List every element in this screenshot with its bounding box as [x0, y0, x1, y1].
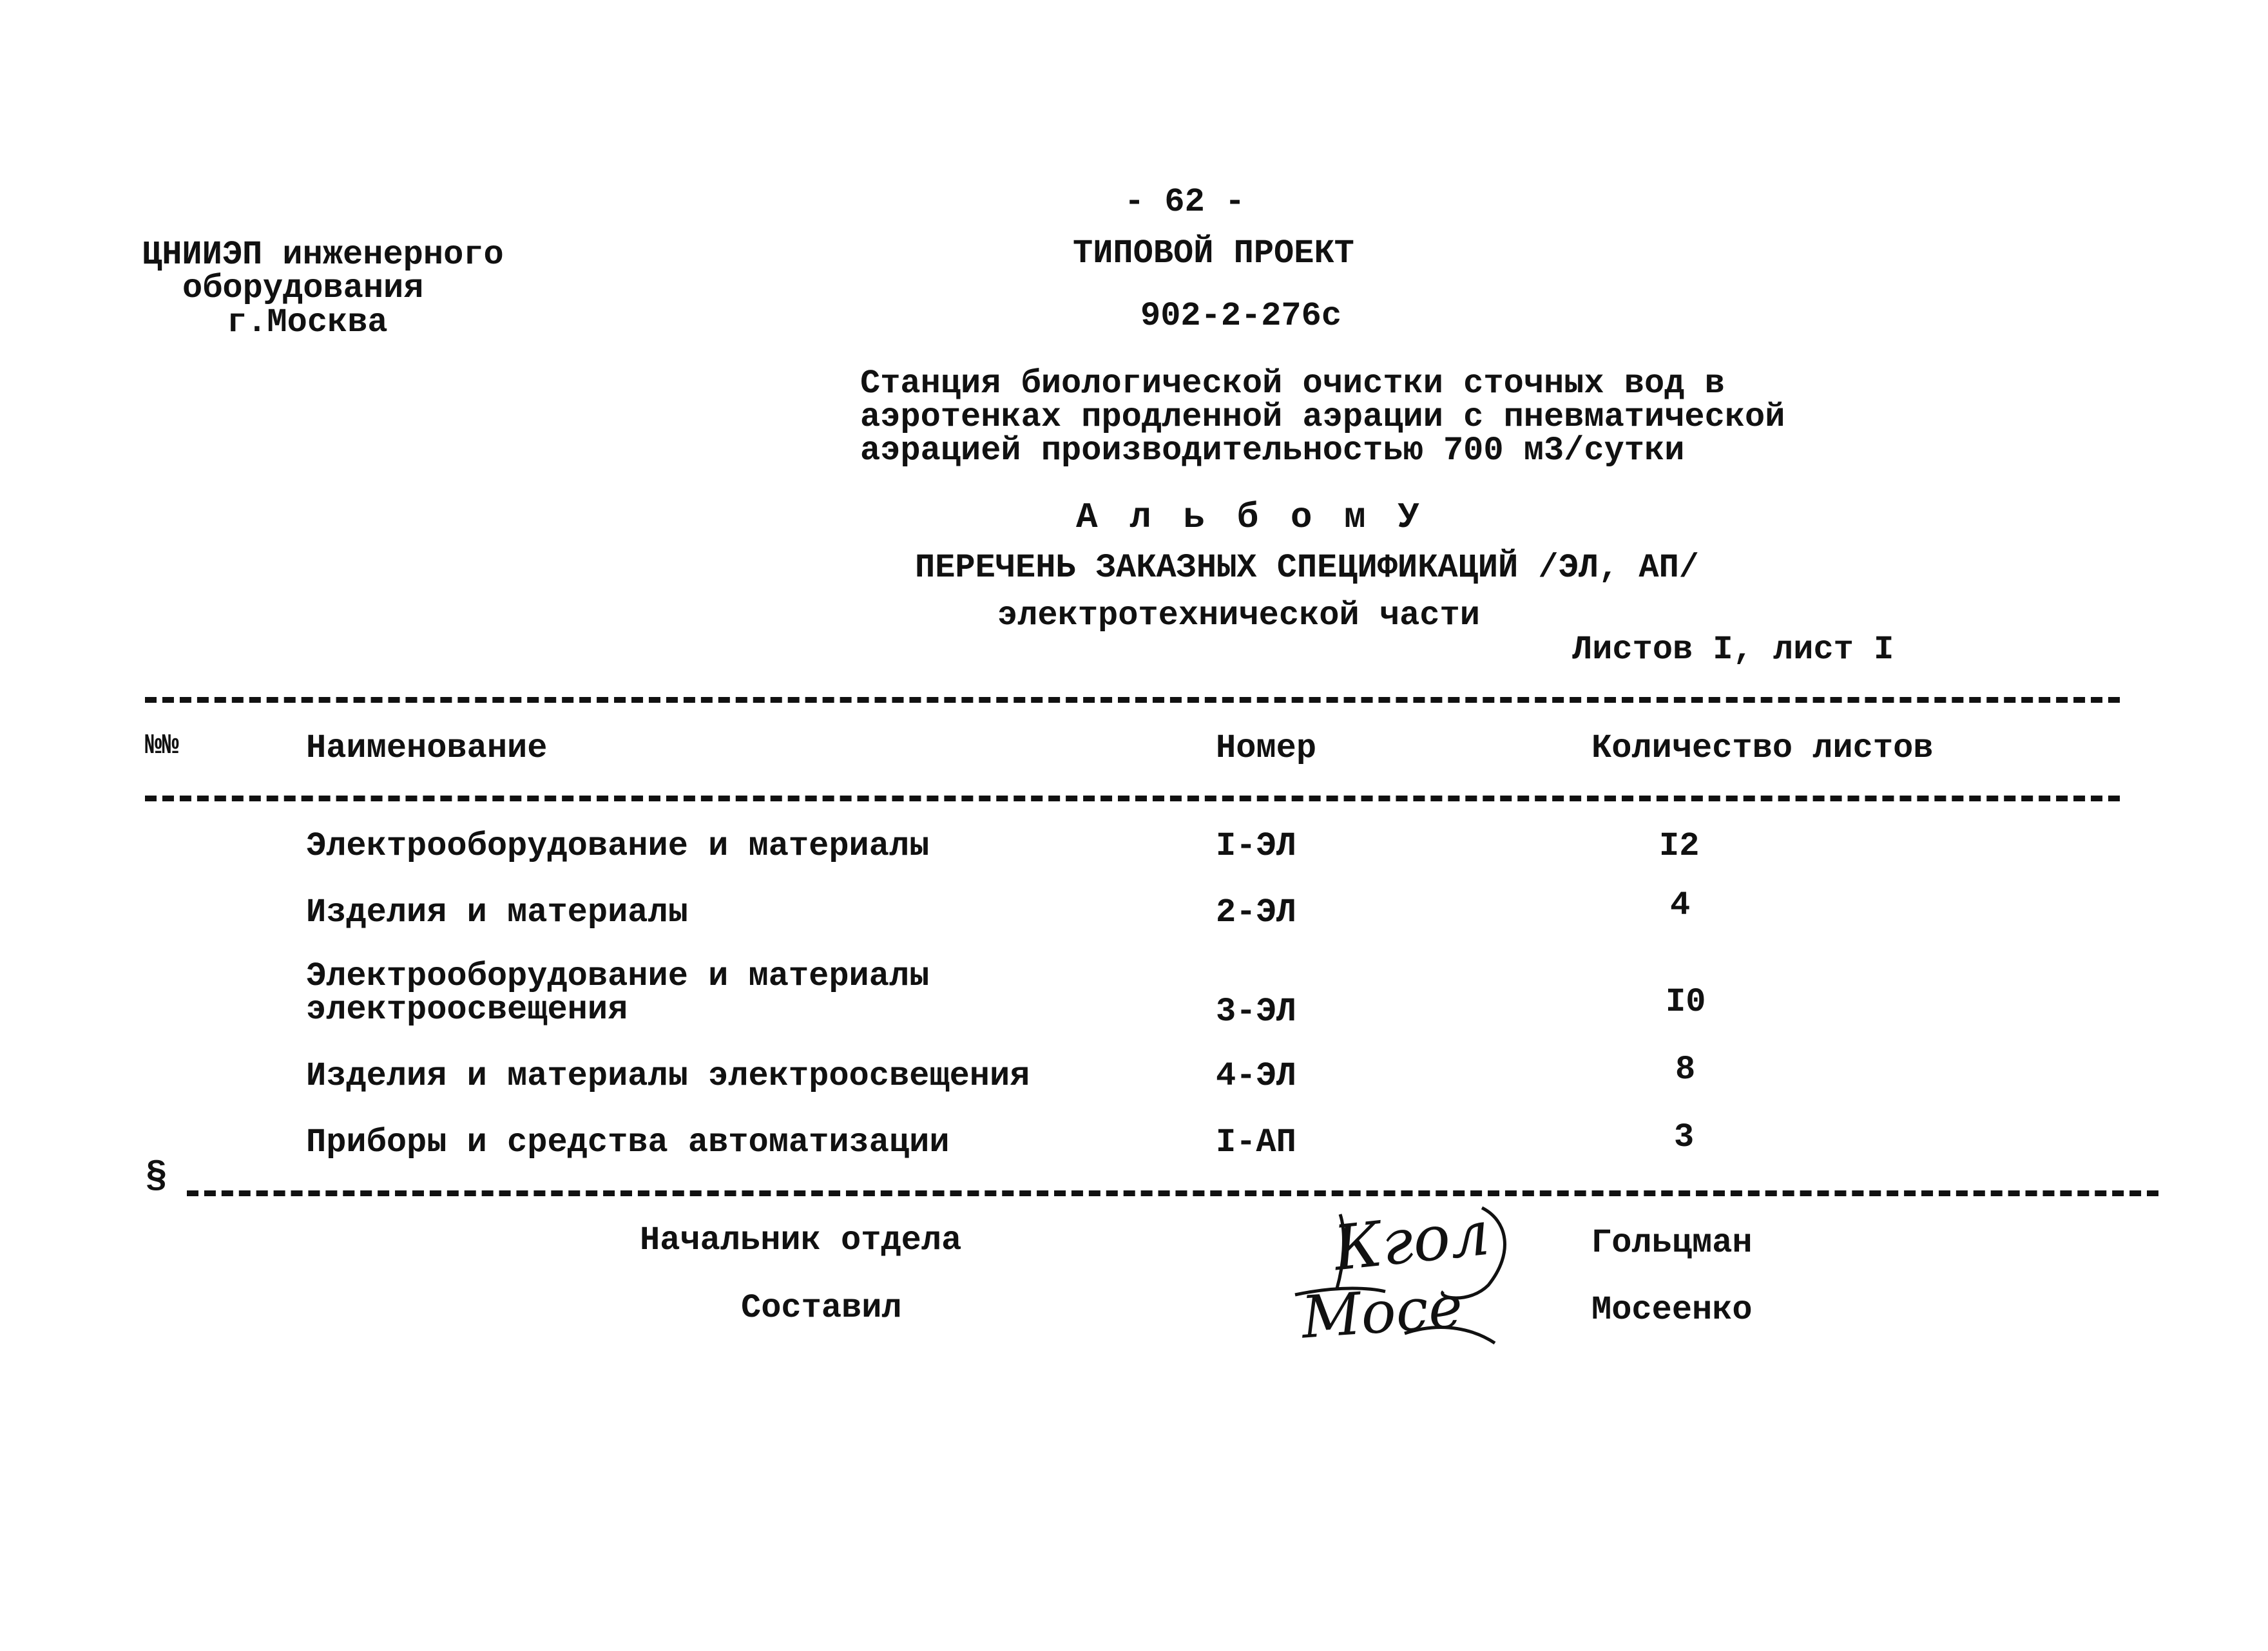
- project-description-line2: аэротенках продленной аэрации с пневматической: [860, 398, 1785, 436]
- column-header-name: Наименование: [306, 729, 548, 767]
- compiler-name: Мосеенко: [1591, 1291, 1753, 1329]
- table-row-3-name-line1: Электрооборудование и материалы: [306, 957, 930, 995]
- head-signature: Кгол: [1330, 1196, 1493, 1285]
- organization-line1: ЦНИИЭП инженерного: [142, 236, 504, 274]
- table-row-2-sheets: 4: [1670, 886, 1691, 924]
- compiler-signature-flourish: [1289, 1282, 1521, 1359]
- table-row-1-name: Электрооборудование и материалы: [306, 827, 930, 865]
- head-of-department-name: Гольцман: [1591, 1224, 1753, 1262]
- table-row-3-name-line2: электроосвещения: [306, 991, 628, 1029]
- project-description-line1: Станция биологической очистки сточных вод в: [860, 365, 1725, 403]
- table-row-1-number: I-ЭЛ: [1216, 827, 1296, 865]
- project-number: 902-2-276с: [1140, 297, 1342, 335]
- compiler-label: Составил: [741, 1289, 902, 1327]
- page-number: - 62 -: [1124, 183, 1245, 221]
- table-row-2-number: 2-ЭЛ: [1216, 893, 1296, 931]
- project-description-line3: аэрацией производительностью 700 м3/сутки: [860, 432, 1685, 470]
- table-row-2-name: Изделия и материалы: [306, 893, 688, 931]
- organization-line2: оборудования: [182, 269, 424, 307]
- album-title: А л ь б о м У: [1076, 497, 1425, 538]
- head-of-department-label: Начальник отдела: [640, 1221, 962, 1259]
- table-top-rule: [145, 697, 2120, 703]
- compiler-signature: Мосе: [1299, 1273, 1465, 1352]
- project-label: ТИПОВОЙ ПРОЕКТ: [1073, 234, 1354, 272]
- table-row-5-sheets: 3: [1674, 1118, 1695, 1156]
- table-bottom-rule: [187, 1190, 2158, 1196]
- table-row-5-number: I-АП: [1216, 1123, 1296, 1161]
- document-title-line1: ПЕРЕЧЕНЬ ЗАКАЗНЫХ СПЕЦИФИКАЦИЙ /ЭЛ, АП/: [915, 549, 1699, 587]
- table-row-4-sheets: 8: [1675, 1051, 1696, 1089]
- table-row-5-name: Приборы и средства автоматизации: [306, 1123, 950, 1161]
- table-end-mark: §: [145, 1157, 168, 1199]
- table-row-4-number: 4-ЭЛ: [1216, 1057, 1296, 1095]
- document-title-line2: электротехнической части: [997, 596, 1480, 635]
- table-row-1-sheets: I2: [1659, 827, 1700, 865]
- table-row-4-name: Изделия и материалы электроосвещения: [306, 1057, 1030, 1095]
- column-header-sheets: Количество листов: [1591, 729, 1934, 767]
- table-row-3-number: 3-ЭЛ: [1216, 993, 1296, 1031]
- column-header-num: №№: [145, 730, 179, 762]
- sheet-count: Листов I, лист I: [1572, 631, 1894, 669]
- table-row-3-sheets: I0: [1666, 983, 1706, 1021]
- organization-line3: г.Москва: [227, 303, 388, 341]
- column-header-number: Номер: [1216, 729, 1317, 767]
- table-header-rule: [145, 796, 2120, 801]
